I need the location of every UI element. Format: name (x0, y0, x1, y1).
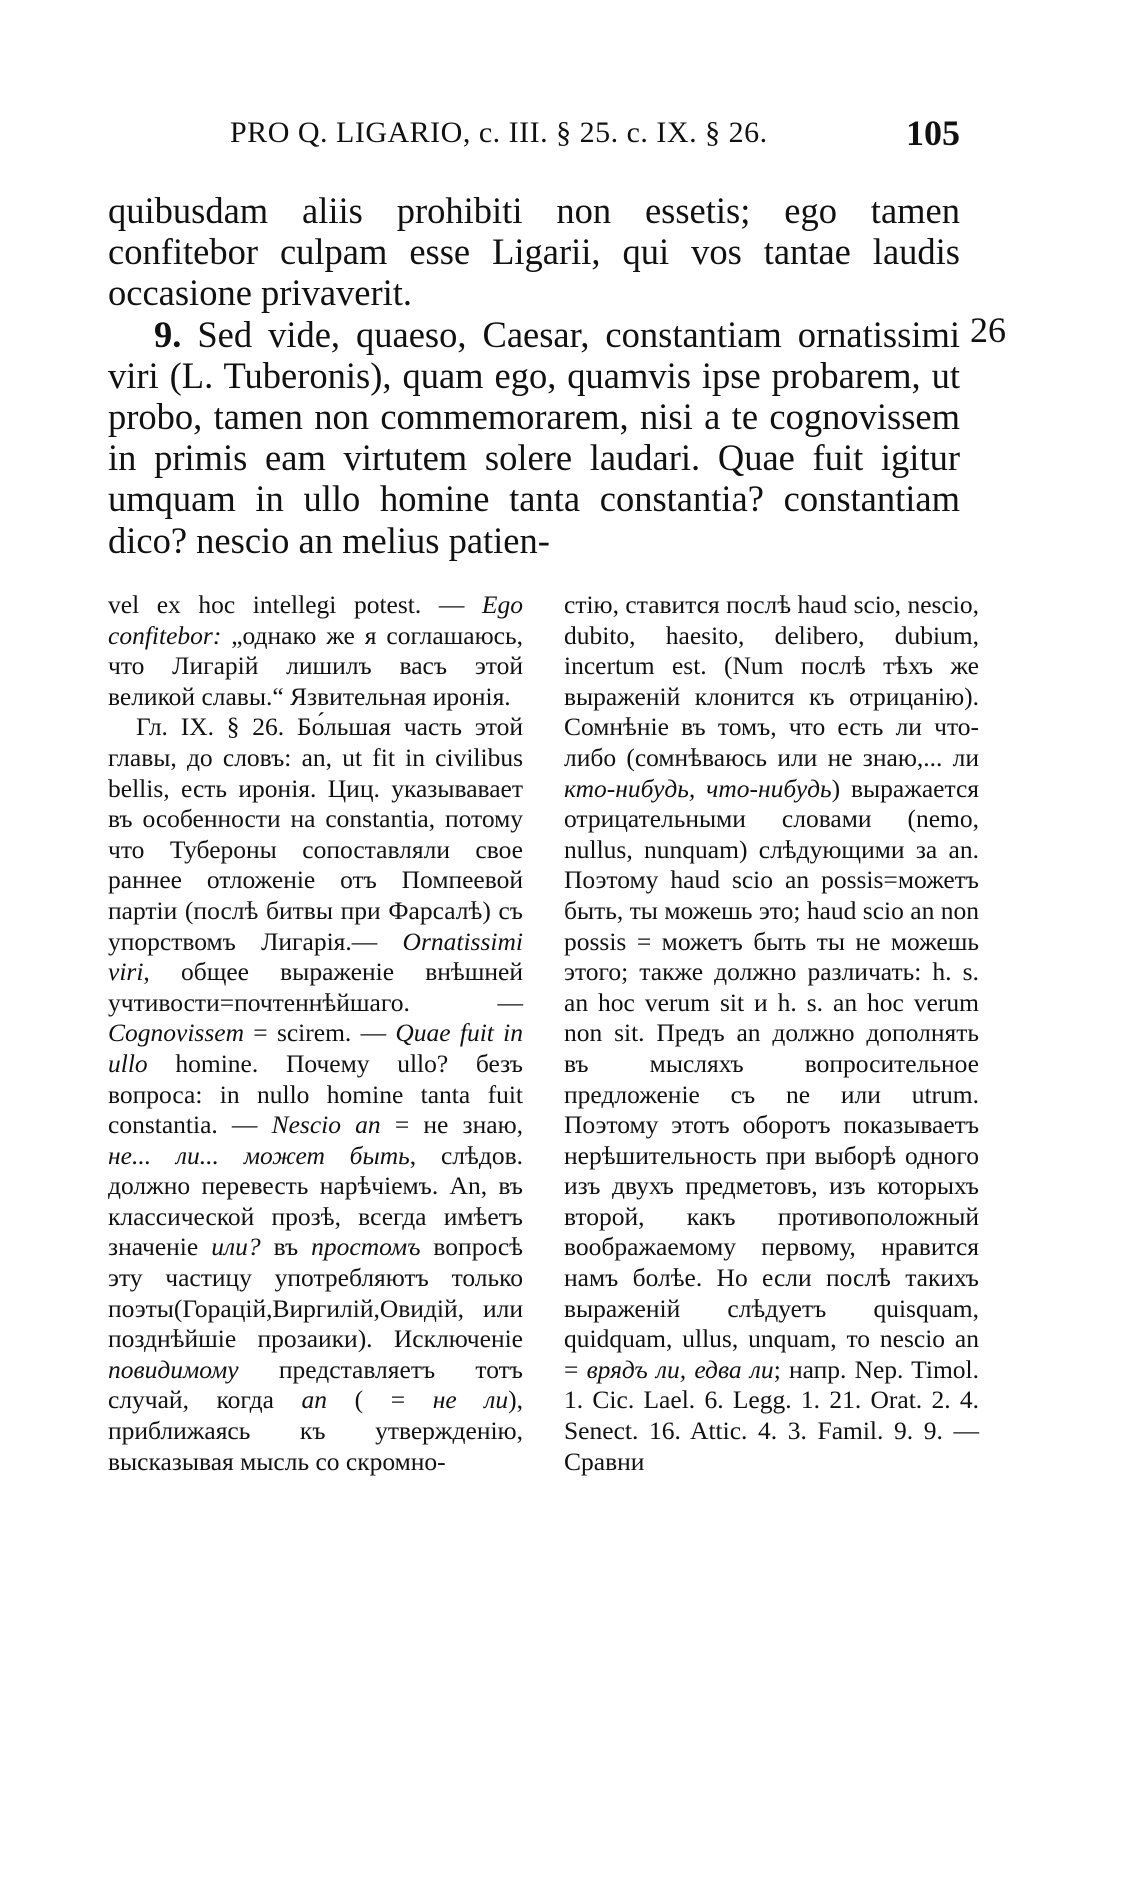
note-text: вопросѣ эту частицу употребляютъ только поэты(Горацій,Виргилій,Овидій, или позднѣйшіе прозаики). Исключеніе (108, 1232, 523, 1354)
main-latin-text (108, 190, 960, 561)
latin-paragraph-9-text: Sed vide, quaeso, Caesar, constantiam ornatissimi viri (L. Tuberonis), quam ego, quamvis ipse probarem, ut probo, tamen non commemorarem, nisi a te cognovissem in primis eam virtutem solere laudari. Quae fuit igitur umquam in ullo homine tanta constantia? constantiam dico? nescio an melius patien- (108, 313, 960, 561)
paragraph-number: 9. (154, 313, 182, 355)
note-paragraph (564, 590, 979, 1477)
note-paragraph (108, 590, 523, 712)
note-lemma: Ornatissimi viri (108, 926, 523, 987)
note-lemma: Cognovissem (108, 1018, 244, 1048)
note-emphasis: не... ли... может быть (108, 1140, 410, 1170)
page-number: 105 (906, 113, 960, 153)
note-text: vel ex hoc intellegi potest. — (108, 590, 482, 619)
note-text: , слѣдов. должно перевесть нарѣчіемъ. An, въ классической прозѣ, всегда имѣетъ значеніе (108, 1140, 524, 1262)
note-emphasis: или? (211, 1232, 261, 1262)
note-text: , общее выраженіе внѣшней учтивости=почтеннѣйшаго. — (108, 957, 523, 1017)
note-text: ( = (327, 1385, 433, 1415)
note-text: стію, ставится послѣ haud scio, nescio, dubito, haesito, delibero, dubium, incertum est. (Num послѣ тѣхъ же выраженій клонится къ отрицанію). Сомнѣніе въ томъ, что есть ли что-либо (сомнѣваюсь или не знаю,... ли (564, 590, 979, 772)
running-head: PRO Q. LIGARIO, c. III. § 25. c. IX. § 26. (230, 116, 768, 149)
note-text: представляетъ тотъ случай, когда (108, 1354, 523, 1415)
note-emphasis: не ли (432, 1385, 509, 1415)
latin-paragraph-continuation: quibusdam aliis prohibiti non essetis; ego tamen confitebor culpam esse Ligarii, qui vos tantae laudis occasione privaverit. (108, 190, 960, 314)
latin-paragraph-9 (108, 314, 960, 561)
note-emphasis: кто-нибудь, что-нибудь (564, 773, 832, 803)
note-emphasis: врядъ ли, едва ли (586, 1354, 774, 1384)
notes-left-column (108, 590, 523, 1477)
note-emphasis: простомъ (311, 1232, 421, 1262)
note-lemma: Nescio an (271, 1110, 381, 1140)
note-emphasis: an (301, 1385, 327, 1415)
note-text: ), приближаясь къ утвержденію, высказывая мысль со скромно- (108, 1385, 524, 1476)
note-emphasis: повидимому (108, 1354, 239, 1384)
section-marker: 26 (970, 310, 1006, 350)
note-text: ) выражается отрицательными словами (nemo, nullus, nunquam) слѣдующими за an. Поэтому haud scio an possis=можетъ быть, ты можешь это; haud scio an non possis = можетъ быть ты не можешь этого; также должно различать: h. s. an hoc verum sit и h. s. an hoc verum non sit. Предъ an должно дополнять въ мысляхъ вопросительное предложеніе съ ne или utrum. Поэтому этотъ оборотъ показываетъ нерѣшительность при выборѣ одного изъ двухъ предметовъ, изъ которыхъ второй, какъ противоположный воображаемому первому, нравится намъ болѣе. Но если послѣ такихъ выраженій слѣдуетъ quisquam, quidquam, ullus, unquam, то nescio an = (564, 773, 979, 1384)
note-paragraph (108, 712, 523, 1477)
note-text: homine. Почему ullo? безъ вопроса: in nullo homine tanta fuit constantia. — (108, 1048, 523, 1140)
note-text: = не знаю, (380, 1110, 524, 1140)
note-lemma: Quae fuit in ullo (108, 1018, 523, 1078)
note-text: = scirem. — (244, 1018, 396, 1048)
notes-right-column (564, 590, 979, 1477)
note-text: ; напр. Nep. Timol. 1. Cic. Lael. 6. Legg. 1. 21. Orat. 2. 4. Senect. 16. Attic. 4. 3. Famil. 9. 9. — Сравни (564, 1354, 979, 1476)
note-text: Гл. IX. § 26. Бо́льшая часть этой главы, до словъ: an, ut fit in civilibus bellis, есть иронія. Циц. указывавает въ особенности на constantia, потому что Тубероны сопоставляли свое раннее отложеніе отъ Помпеевой партіи (послѣ битвы при Фарсалѣ) съ упорствомъ Лигарія.— (108, 712, 523, 956)
page-header (230, 112, 990, 162)
note-lemma: Ego confitebor: (108, 590, 523, 650)
note-text: „однако же я соглашаюсь, что Лигарій лишилъ васъ этой великой славы.“ Язвительная иронія. (108, 620, 523, 711)
note-text: въ (260, 1232, 312, 1262)
